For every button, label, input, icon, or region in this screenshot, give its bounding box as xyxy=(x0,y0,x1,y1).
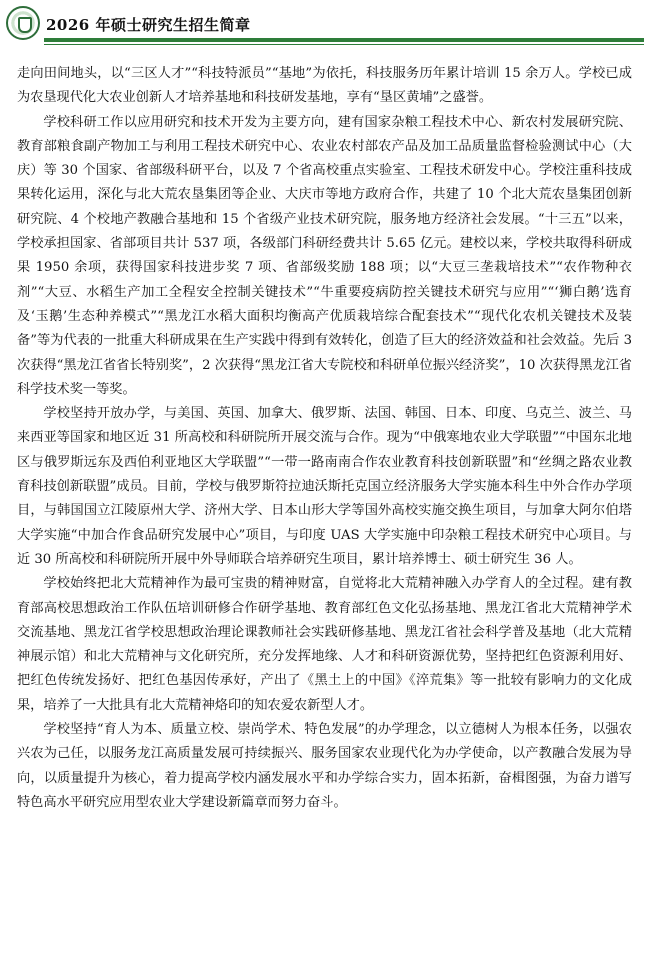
body-text xyxy=(17,62,632,815)
header-rule-thin xyxy=(44,44,644,45)
university-logo xyxy=(6,6,40,40)
paragraph: 学校科研工作以应用研究和技术开发为主要方向，建有国家杂粮工程技术中心、新农村发展研究院、教育部粮食副产物加工与利用工程技术研究中心、农业农村部农产品及加工品质量监督检验测试中心（大庆）等 30 个国家、省部级科研平台，以及 7 个省高校重点实验室、工程技术研发中心。学校注重科技成果转化运用，深化与北大荒农垦集团等企业、大庆市等地方政府合作，共建了 10 个北大荒农垦集团创新研究院、4 个校地产教融合基地和 15 个省级产业技术研究院，服务地方经济社会发展。“十三五”以来，学校承担国家、省部项目共计 537 项，各级部门科研经费共计 5.65 亿元。建校以来，学校共取得科研成果 1950 余项，获得国家科技进步奖 7 项、省部级奖励 188 项；以“大豆三垄栽培技术”“农作物种衣剂”“大豆、水稻生产加工全程安全控制关键技术”“牛重要疫病防控关键技术研究与应用”“‘狮白鹅’选育及‘玉鹅’生态种养模式”“黑龙江水稻大面积均衡高产优质栽培综合配套技术”“现代化农机关键技术及装备”等为代表的一批重大科研成果在生产实践中得到有效转化，创造了巨大的经济效益和社会效益。先后 3 次获得“黑龙江省省长特别奖”，2 次获得“黑龙江省大专院校和科研单位振兴经济奖”，10 次获得黑龙江省科学技术奖一等奖。 xyxy=(17,114,632,397)
header-title: 2026 年硕士研究生招生简章 xyxy=(46,16,251,34)
paragraph: 学校坚持“育人为本、质量立校、崇尚学术、特色发展”的办学理念，以立德树人为根本任务，以强农兴农为己任，以服务龙江高质量发展可持续振兴、服务国家农业现代化为办学使命，以产教融合发展为导向，以质量提升为核心，着力提高学校内涵发展水平和办学综合实力，固本拓新，奋楫图强，为奋力谱写特色高水平研究应用型农业大学建设新篇章而努力奋斗。 xyxy=(17,722,632,810)
header-rule xyxy=(44,38,644,42)
page-header xyxy=(0,0,648,50)
paragraph: 学校坚持开放办学，与美国、英国、加拿大、俄罗斯、法国、韩国、日本、印度、乌克兰、波兰、马来西亚等国家和地区近 31 所高校和科研院所开展交流与合作。现为“中俄寒地农业大学联盟”“中国东北地区与俄罗斯远东及西伯利亚地区大学联盟”“一带一路南南合作农业教育科技创新联盟”和“丝绸之路农业教育科技创新联盟”成员。目前，学校与俄罗斯符拉迪沃斯托克国立经济服务大学实施本科生中外合作办学项目，与韩国国立江陵原州大学、济州大学、日本山形大学等国外高校实施交换生项目，与加拿大阿尔伯塔大学实施“中加合作食品研究发展中心”项目，与印度 UAS 大学实施中印杂粮工程技术研究中心项目。与近 30 所高校和科研院所开展中外导师联合培养研究生项目，累计培养博士、硕士研究生 36 人。 xyxy=(17,406,632,567)
paragraph: 走向田间地头，以“三区人才”“科技特派员”“基地”为依托，科技服务历年累计培训 15 余万人。学校已成为农垦现代化大农业创新人才培养基地和科技研发基地，享有“垦区黄埔”之盛誉。 xyxy=(17,66,632,106)
paragraph: 学校始终把北大荒精神作为最可宝贵的精神财富，自觉将北大荒精神融入办学育人的全过程。建有教育部高校思想政治工作队伍培训研修合作研学基地、教育部红色文化弘扬基地、黑龙江省北大荒精神学术交流基地、黑龙江省学校思想政治理论课教师社会实践研修基地、黑龙江省社会科学普及基地（北大荒精神展示馆）和北大荒精神与文化研究所，充分发挥地缘、人才和科研资源优势，坚持把红色资源利用好、把红色传统发扬好、把红色基因传承好，产出了《黑土上的中国》《淬荒集》等一批较有影响力的文化成果，培养了一大批具有北大荒精神烙印的知农爱农新型人才。 xyxy=(17,576,632,713)
